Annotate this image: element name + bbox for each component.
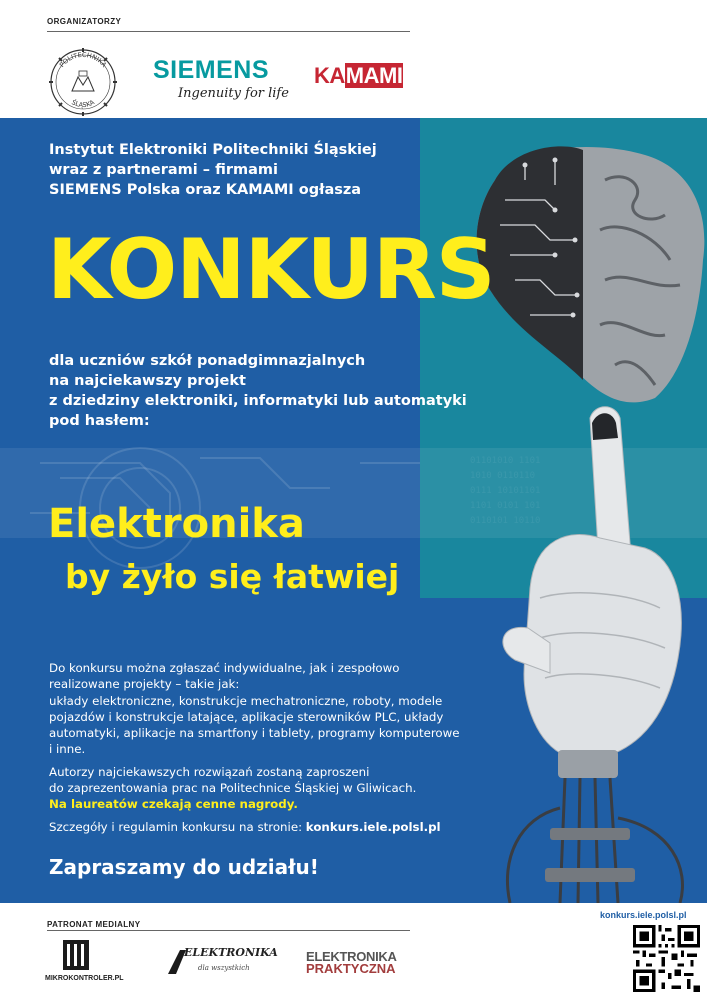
edw-logo-title: ELEKTRONIKA: [184, 946, 278, 959]
intro-text: [49, 140, 449, 200]
intro-line: SIEMENS Polska oraz KAMAMI ogłasza: [49, 182, 362, 198]
description-line: pod hasłem:: [49, 413, 150, 429]
polsl-seal-logo: [48, 47, 118, 117]
mikrokontroler-logo-icon: [62, 939, 90, 971]
svg-text:0111 10101101: 0111 10101101: [470, 486, 541, 496]
kamami-logo: KAMAMI: [314, 63, 403, 88]
slogan-line-2: by żyło się łatwiej: [65, 557, 400, 596]
details-line: układy elektroniczne, konstrukcje mechatroniczne, roboty, modele: [49, 693, 443, 708]
rules-text: Szczegóły i regulamin konkursu na stronie:: [49, 819, 303, 834]
header-divider: [47, 31, 410, 32]
rules-line: [49, 819, 459, 835]
rules-url-link[interactable]: konkurs.iele.polsl.pl: [305, 819, 441, 834]
elektronika-praktyczna-logo-line1: ELEKTRONIKA: [306, 949, 397, 964]
mikrokontroler-logo-text: MIKROKONTROLER.PL: [45, 975, 124, 982]
elektronika-praktyczna-logo-line2: PRAKTYCZNA: [306, 961, 396, 976]
svg-text:1101 0101 101: 1101 0101 101: [470, 501, 541, 511]
slogan-line-1: Elektronika: [48, 501, 305, 547]
details-line: pojazdów i konstrukcje latające, aplikacje sterowników PLC, układy: [49, 709, 444, 724]
details-line: Autorzy najciekawszych rozwiązań zostaną zaproszeni: [49, 764, 370, 779]
description-line: na najciekawszy projekt: [49, 373, 246, 389]
siemens-logo: SIEMENS: [153, 56, 270, 84]
announcement-panel: [0, 118, 707, 903]
organizers-label: ORGANIZATORZY: [47, 17, 122, 26]
intro-line: wraz z partnerami – firmami: [49, 162, 278, 178]
details-line: i inne.: [49, 742, 86, 757]
details-line: do zaprezentowania prac na Politechnice Śląskiej w Gliwicach.: [49, 781, 417, 796]
footer-divider: [47, 930, 410, 931]
prizes-note: Na laureatów czekają cenne nagrody.: [49, 797, 298, 812]
headline-konkurs: KONKURS: [47, 221, 495, 318]
footer-url-link[interactable]: konkurs.iele.polsl.pl: [600, 910, 687, 920]
contest-details: [49, 660, 459, 835]
edw-logo-subtitle: dla wszystkich: [198, 964, 250, 972]
svg-text:01101010 1101: 01101010 1101: [470, 456, 541, 466]
description-line: dla uczniów szkół ponadgimnazjalnych: [49, 353, 366, 369]
media-patrons-label: PATRONAT MEDIALNY: [47, 920, 141, 929]
media-patrons-footer: [0, 903, 707, 1000]
invitation-text: Zapraszamy do udziału!: [49, 855, 319, 879]
siemens-tagline: Ingenuity for life: [178, 86, 289, 101]
organizers-header: [0, 0, 707, 118]
details-line: Do konkursu można zgłaszać indywidualne, jak i zespołowo: [49, 661, 400, 675]
robotic-hand-illustration: [440, 398, 707, 903]
description-line: z dziedziny elektroniki, informatyki lub automatyki: [49, 393, 467, 409]
details-line: automatyki, aplikacje na smartfony i tablety, programy komputerowe: [49, 726, 460, 741]
details-line: realizowane projekty – takie jak:: [49, 677, 240, 692]
svg-text:ŚLĄSKA: ŚLĄSKA: [70, 98, 96, 110]
contest-description: [49, 351, 509, 431]
svg-text:1010 0110110: 1010 0110110: [470, 471, 536, 481]
intro-line: Instytut Elektroniki Politechniki Śląskiej: [49, 142, 377, 158]
svg-text:POLITECHNIKA: POLITECHNIKA: [57, 50, 109, 69]
svg-text:0110101 10110: 0110101 10110: [470, 516, 541, 526]
qr-code[interactable]: [633, 925, 700, 992]
